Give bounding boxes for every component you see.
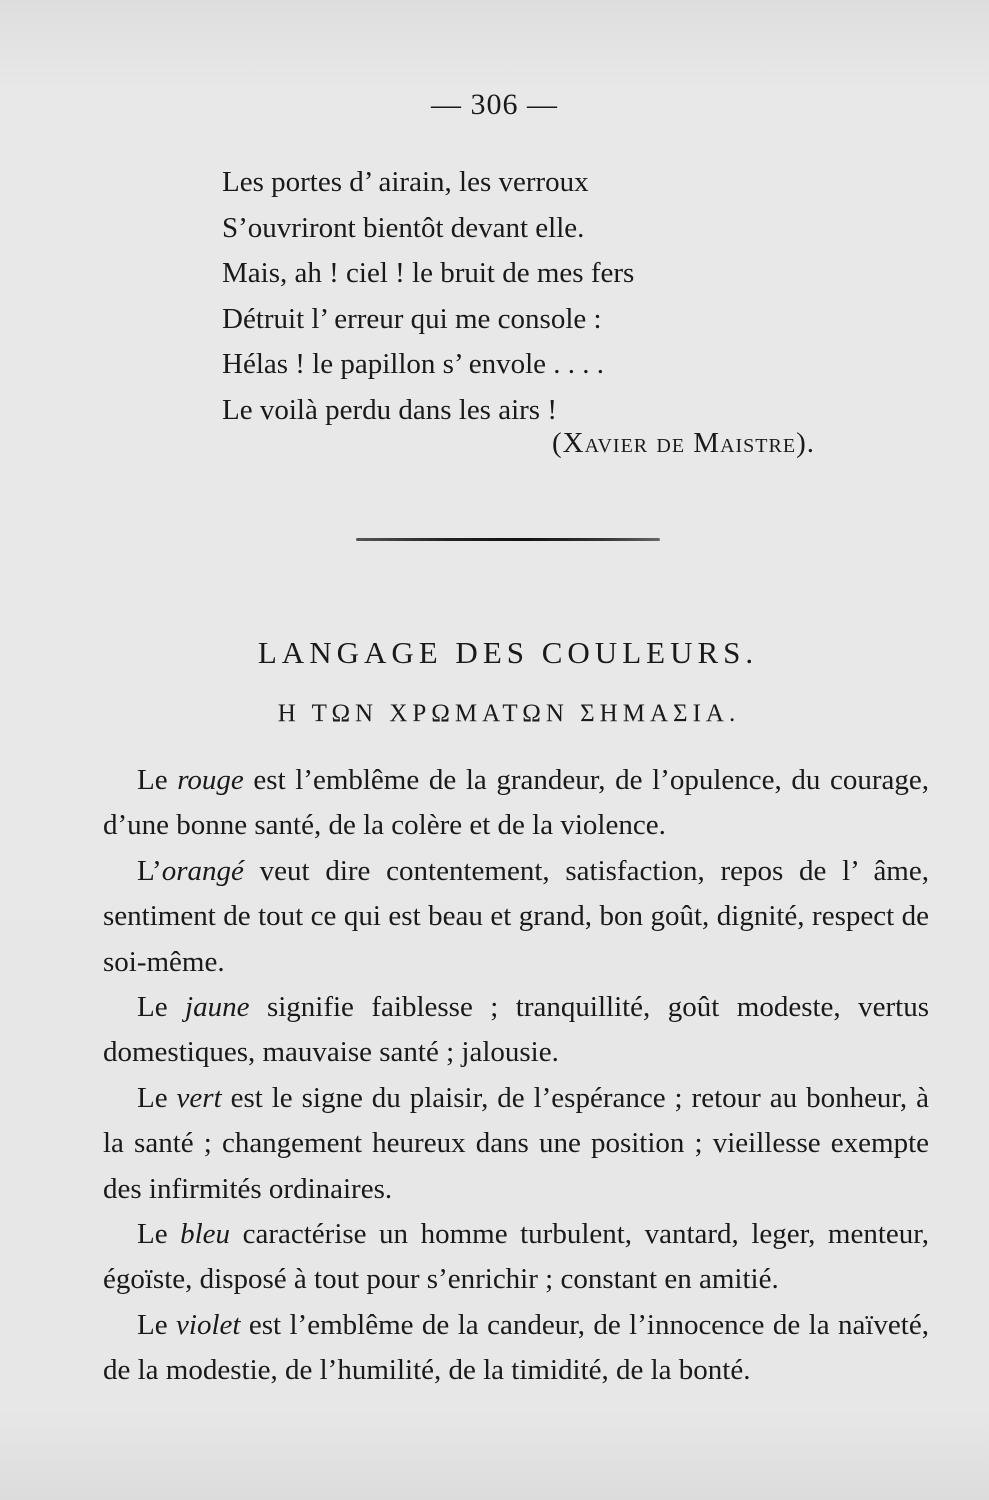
poem-stanza — [222, 160, 862, 433]
paragraph-lead: L’ — [137, 854, 162, 887]
poem-line: Hélas ! le papillon s’ envole . . . . — [222, 348, 604, 380]
poem-line: Les portes d’ airain, les verroux — [222, 166, 589, 198]
paragraph-text: est le signe du plaisir, de l’espérance ; retour au bonheur, à la santé ; changement heureux dans une position ; vieillesse exempte des infirmités ordinaires. — [103, 1081, 930, 1205]
body-text — [103, 758, 929, 1394]
paragraph-vert — [103, 1076, 929, 1212]
paragraph-lead: Le — [137, 764, 178, 796]
paragraph-lead: Le — [137, 1081, 177, 1114]
color-term: rouge — [177, 764, 244, 796]
page-number: — 306 — — [431, 88, 558, 121]
color-term: orangé — [161, 854, 244, 887]
paragraph-text: veut dire contentement, satisfaction, repos de l’ âme, sentiment de tout ce qui est beau et grand, bon goût, dignité, respect de soi-même. — [103, 854, 929, 978]
paragraph-text: caractérise un homme turbulent, vantard, leger, menteur, égoïste, disposé à tout pour s’enrichir ; constant en amitié. — [103, 1218, 929, 1296]
poem-line: Détruit l’ erreur qui me console : — [222, 302, 602, 335]
paragraph-lead: Le — [137, 991, 186, 1024]
section-divider — [356, 538, 660, 541]
paragraph-violet — [103, 1303, 929, 1394]
poem-line: S’ouvriront bientôt devant elle. — [222, 211, 585, 244]
section-subtitle-greek: Η ΤΩΝ ΧΡΩΜΑΤΩΝ ΣΗΜΑΣΙΑ. — [277, 700, 741, 727]
poem-line: Mais, ah ! ciel ! le bruit de mes fers — [222, 257, 635, 289]
paragraph-lead: Le — [137, 1218, 181, 1251]
color-term: jaune — [185, 991, 250, 1024]
paragraph-bleu — [103, 1212, 929, 1303]
paragraph-lead: Le — [137, 1308, 177, 1341]
paragraph-text: signifie faiblesse ; tranquillité, goût modeste, vertus domestiques, mauvaise santé ; jalousie. — [103, 991, 929, 1069]
color-term: vert — [176, 1081, 222, 1114]
color-term: bleu — [180, 1218, 231, 1251]
color-term: violet — [176, 1308, 241, 1341]
poem-line: Le voilà perdu dans les airs ! — [222, 393, 558, 426]
poem-attribution: (Xavier de Maistre). — [552, 427, 815, 459]
paragraph-jaune — [103, 985, 929, 1076]
paragraph-orange — [103, 849, 929, 985]
paragraph-text: est l’emblême de la grandeur, de l’opulence, du courage, d’une bonne santé, de la colère et de la violence. — [103, 764, 929, 842]
paragraph-rouge — [103, 758, 929, 849]
section-title: LANGAGE DES COULEURS. — [257, 635, 759, 670]
paragraph-text: est l’emblême de la candeur, de l’innocence de la naïveté, de la modestie, de l’humilité, de la timidité, de la bonté. — [103, 1308, 929, 1387]
